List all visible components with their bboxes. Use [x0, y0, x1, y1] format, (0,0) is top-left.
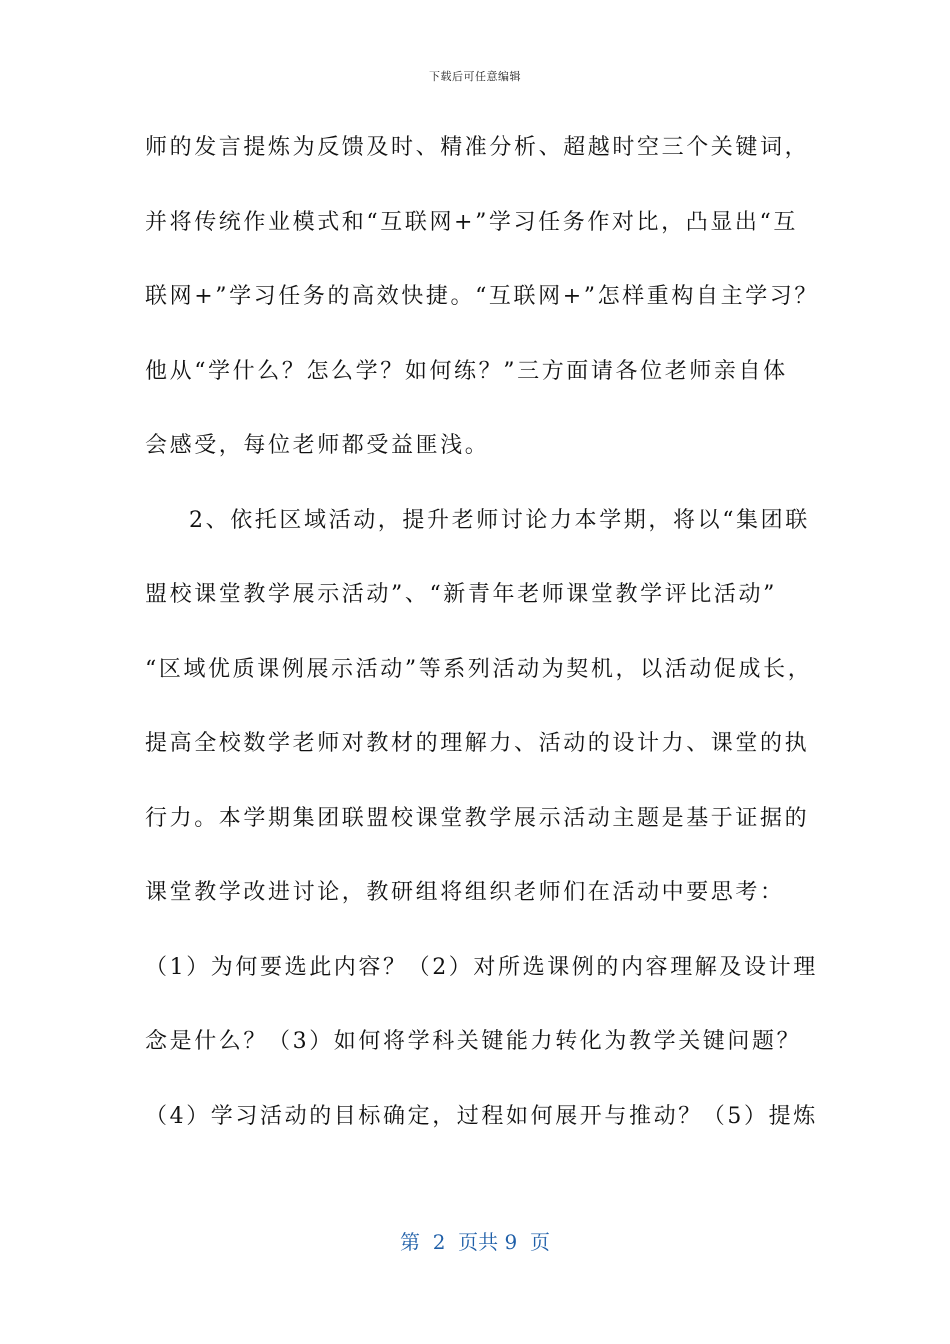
text-line: 联网+”学习任务的高效快捷。“互联网+”怎样重构自主学习？ — [145, 284, 820, 309]
text-line: 盟校课堂教学展示活动”、“新青年老师课堂教学评比活动” — [145, 582, 777, 607]
text-line: 念是什么？（3）如何将学科关键能力转化为教学关键问题？ — [145, 1029, 802, 1054]
text-line: （1）为何要选此内容？（2）对所选课例的内容理解及设计理 — [145, 954, 818, 980]
text-line: （4）学习活动的目标确定，过程如何展开与推动？（5）提炼 — [145, 1103, 818, 1129]
text-line: 他从“学什么？怎么学？如何练？”三方面请各位老师亲自体 — [145, 358, 788, 384]
text-line: 课堂教学改进讨论，教研组将组织老师们在活动中要思考： — [145, 880, 785, 905]
text-line: 提高全校数学老师对教材的理解力、活动的设计力、课堂的执 — [145, 731, 810, 756]
header-note: 下载后可任意编辑 — [429, 70, 521, 83]
page-number-footer: 第 2 页共 9 页 — [400, 1230, 550, 1254]
text-line: 并将传统作业模式和“互联网+”学习任务作对比，凸显出“互 — [145, 209, 798, 235]
text-line: 师的发言提炼为反馈及时、精准分析、超越时空三个关键词， — [145, 135, 810, 160]
text-line: 会感受，每位老师都受益匪浅。 — [145, 433, 490, 458]
paragraph-start-line: 2、依托区域活动，提升老师讨论力本学期，将以“集团联 — [189, 507, 810, 533]
text-line: 行力。本学期集团联盟校课堂教学展示活动主题是基于证据的 — [145, 805, 810, 831]
document-body — [145, 128, 820, 1171]
text-line: “区域优质课例展示活动”等系列活动为契机，以活动促成长， — [145, 656, 813, 682]
